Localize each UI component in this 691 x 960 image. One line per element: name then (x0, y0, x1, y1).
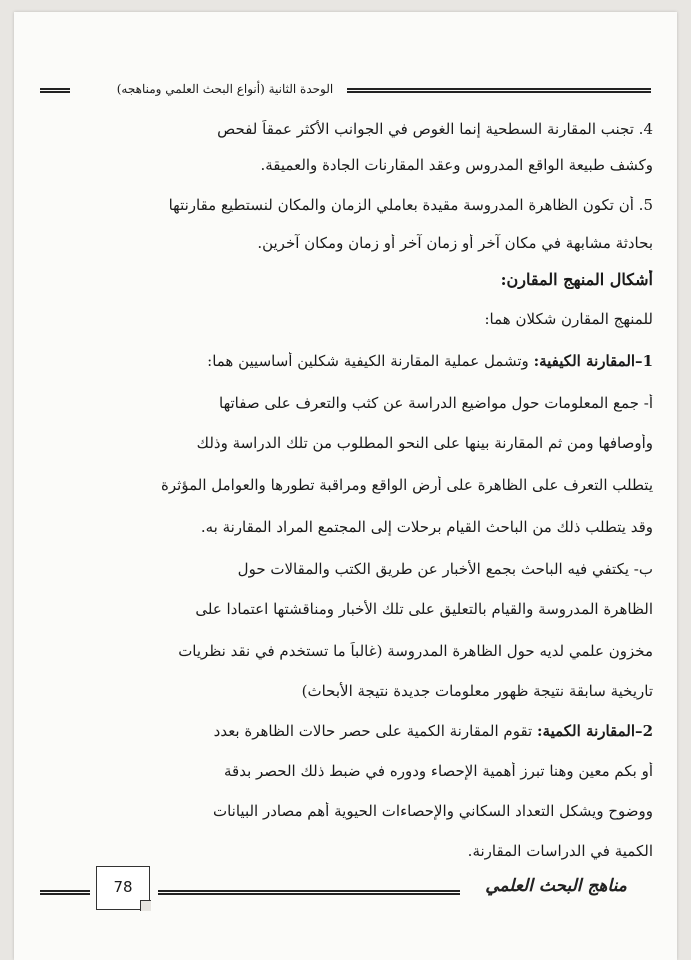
logo-text: مناهج البحث العلمي (485, 876, 627, 896)
text-line: وكشف طبيعة الواقع المدروس وعقد المقارنات الجادة والعميقة. (260, 156, 653, 174)
text-line: تاريخية سابقة نتيجة ظهور معلومات جديدة نتيجة الأبحاث) (301, 682, 653, 700)
subheading-text: وتشمل عملية المقارنة الكيفية شكلين أساسيين هما: (207, 352, 534, 370)
footer-calligraphy-logo (461, 868, 651, 914)
subheading-label: 1–المقارنة الكيفية: (533, 352, 653, 370)
text-line: وقد يتطلب ذلك من الباحث القيام برحلات إلى المجتمع المراد المقارنة به. (200, 518, 653, 536)
text-line: مخزون علمي لديه حول الظاهرة المدروسة (غالباً ما تستخدم في نقد نظريات (178, 642, 653, 660)
text-line: ب- يكتفي فيه الباحث بجمع الأخبار عن طريق الكتب والمقالات حول (237, 560, 653, 578)
page-fold-corner (140, 900, 151, 911)
section-heading: أشكال المنهج المقارن: (500, 270, 653, 289)
document-page (14, 12, 677, 960)
text-line: للمنهج المقارن شكلان هما: (484, 310, 653, 328)
header-title: الوحدة الثانية (أنواع البحث العلمي ومناهجه) (116, 82, 334, 96)
page-number-box (96, 866, 150, 910)
header-rule-left (40, 88, 70, 93)
text-line: أ- جمع المعلومات حول مواضيع الدراسة عن كثب والتعرف على صفاتها (219, 394, 653, 412)
page-footer (40, 862, 651, 922)
subheading-label: 2–المقارنة الكمية: (537, 722, 653, 740)
text-line: الظاهرة المدروسة والقيام بالتعليق على تلك الأخبار ومناقشتها اعتمادا على (195, 600, 653, 618)
footer-rule-middle (158, 890, 460, 895)
subheading-line (34, 352, 653, 370)
text-line: 4. تجنب المقارنة السطحية إنما الغوص في الجوانب الأكثر عمقاً لفحص (217, 120, 653, 138)
subheading-text: تقوم المقارنة الكمية على حصر حالات الظاهرة بعدد (213, 722, 537, 740)
text-line: 5. أن تكون الظاهرة المدروسة مقيدة بعاملي الزمان والمكان لنستطيع مقارنتها (168, 196, 653, 214)
text-line: أو بكم معين وهنا تبرز أهمية الإحصاء ودوره في ضبط ذلك الحصر بدقة (223, 762, 653, 780)
page-header (40, 82, 651, 98)
subheading-line (34, 722, 653, 740)
text-line: ووضوح ويشكل التعداد السكاني والإحصاءات الحيوية أهم مصادر البيانات (212, 802, 653, 820)
header-rule-right (347, 88, 651, 93)
page-number: 78 (113, 878, 133, 896)
text-line: بحادثة مشابهة في مكان آخر أو زمان آخر أو زمان ومكان آخرين. (257, 234, 653, 252)
footer-rule-left (40, 890, 90, 895)
text-line: وأوصافها ومن ثم المقارنة بينها على النحو المطلوب من تلك الدراسة وذلك (196, 434, 653, 452)
text-line: يتطلب التعرف على الظاهرة على أرض الواقع ومراقبة تطورها والعوامل المؤثرة (161, 476, 653, 494)
text-line: الكمية في الدراسات المقارنة. (467, 842, 653, 860)
